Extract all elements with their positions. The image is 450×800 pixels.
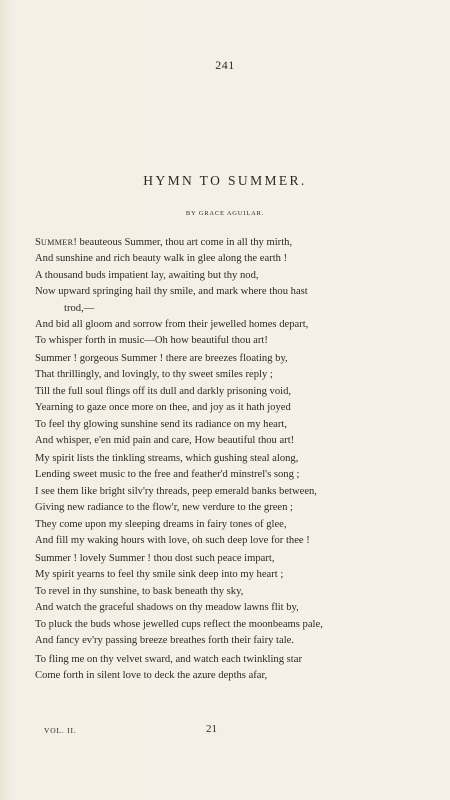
signature-mark: 21 bbox=[206, 723, 217, 735]
poem-line: Lending sweet music to the free and feather'd minstrel's song ; bbox=[35, 469, 300, 481]
poem-line: And fancy ev'ry passing breeze breathes forth their fairy tale. bbox=[35, 635, 294, 647]
poem-line: To pluck the buds whose jewelled cups reflect the moonbeams pale, bbox=[35, 618, 323, 630]
poem-line: A thousand buds impatient lay, awaiting but thy nod, bbox=[35, 269, 259, 281]
poem-line: To feel thy glowing sunshine send its radiance on my heart, bbox=[35, 418, 287, 430]
poem-line: And whisper, e'en mid pain and care, How beautiful thou art! bbox=[35, 435, 295, 447]
stanza-1 bbox=[35, 235, 430, 350]
poem-line: Yearning to gaze once more on thee, and joy as it hath joyed bbox=[35, 402, 291, 414]
volume-footer: VOL. II. bbox=[44, 726, 77, 735]
stanza-5 bbox=[35, 652, 430, 685]
poem-title: HYMN TO SUMMER. bbox=[143, 173, 307, 188]
page-number: 241 bbox=[215, 58, 235, 72]
poem-line: And sunshine and rich beauty walk in glee along the earth ! bbox=[35, 253, 288, 265]
poem-line: Now upward springing hail thy smile, and mark where thou hast bbox=[35, 286, 308, 298]
first-word-rest: UMMER bbox=[40, 238, 74, 247]
poem-line: To whisper forth in music—Oh how beautiful thou art! bbox=[35, 335, 268, 347]
poem-line: My spirit yearns to feel thy smile sink deep into my heart ; bbox=[35, 569, 284, 581]
poem-line: My spirit lists the tinkling streams, which gushing steal along, bbox=[35, 453, 299, 464]
stanza-3 bbox=[35, 451, 430, 549]
poem-line: I see them like bright silv'ry threads, peep emerald banks between, bbox=[35, 485, 317, 497]
drop-initial: S bbox=[35, 237, 41, 248]
poem-line: To fling me on thy velvet sward, and watch each twinkling star bbox=[35, 654, 302, 665]
poem-line: Come forth in silent love to deck the azure depths afar, bbox=[35, 670, 268, 682]
poem-line: That thrillingly, and lovingly, to thy sweet smiles reply ; bbox=[35, 369, 273, 381]
author-byline: BY GRACE AGUILAR. bbox=[185, 210, 265, 217]
poem-line: Summer ! lovely Summer ! thou dost such peace impart, bbox=[35, 553, 275, 564]
poem-line-continuation: trod,— bbox=[64, 302, 95, 314]
poem-line: And bid all gloom and sorrow from their jewelled homes depart, bbox=[35, 319, 309, 331]
poem-line: Giving new radiance to the flow'r, new verdure to the green ; bbox=[35, 502, 293, 514]
poem-line: And fill my waking hours with love, oh such deep love for thee ! bbox=[35, 535, 310, 547]
stanza-2 bbox=[35, 351, 430, 449]
poem-line: Summer ! gorgeous Summer ! there are breezes floating by, bbox=[35, 353, 288, 364]
stanza-4 bbox=[35, 551, 430, 649]
poem-line: SUMMER! beauteous Summer, thou art come in all thy mirth, bbox=[35, 237, 293, 248]
poem-line: To revel in thy sunshine, to bask beneath thy sky, bbox=[35, 585, 244, 597]
poem-line: And watch the graceful shadows on thy meadow lawns flit by, bbox=[35, 602, 299, 614]
poem-line: Till the full soul flings off its dull and darkly prisoning void, bbox=[35, 385, 292, 397]
poem-line: They come upon my sleeping dreams in fairy tones of glee, bbox=[35, 518, 287, 530]
